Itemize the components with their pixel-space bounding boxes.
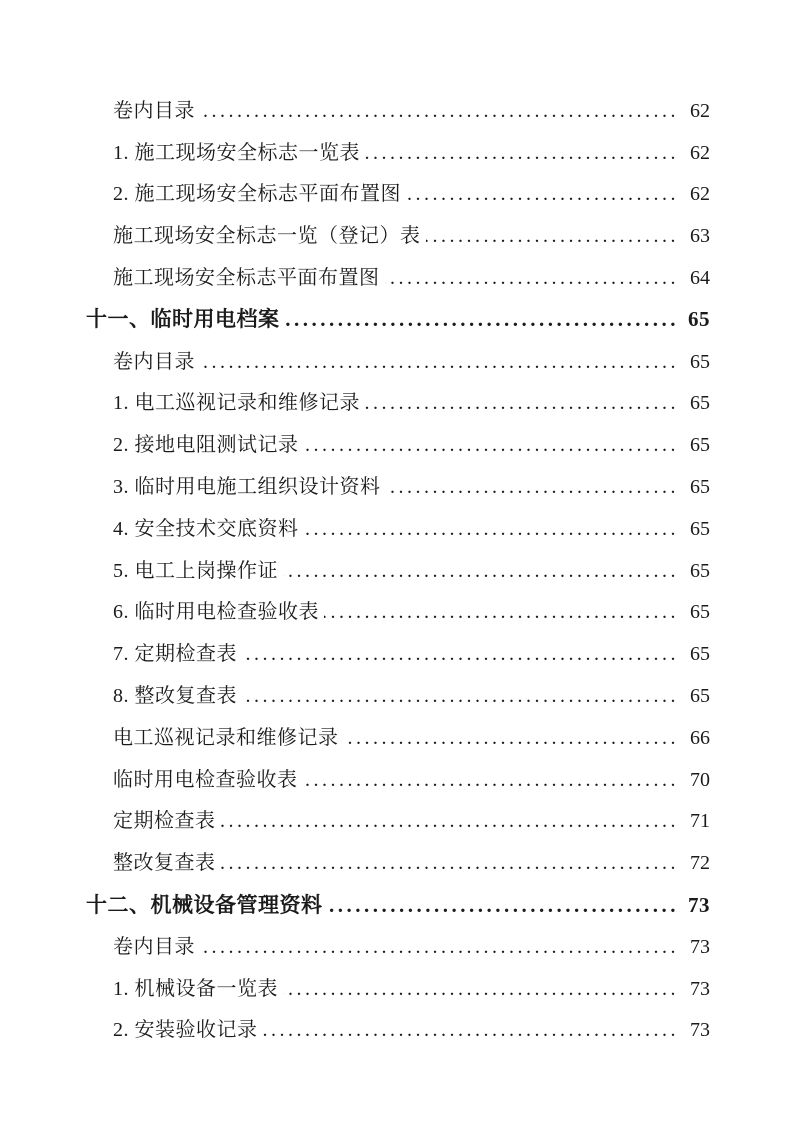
toc-leader-dots: [328, 895, 680, 916]
toc-leader-dots: [283, 561, 679, 581]
toc-entry-page: 73: [690, 935, 710, 958]
toc-entry-page: 64: [690, 267, 710, 290]
toc-entry-label: 定期检查表: [113, 810, 216, 833]
toc-section-page: 65: [688, 307, 710, 332]
toc-leader-dots: [304, 519, 680, 539]
toc-entry-page: 65: [690, 601, 710, 624]
toc-entry[interactable]: [86, 717, 710, 759]
toc-entry-label: 电工巡视记录和维修记录: [113, 726, 339, 749]
toc-leader-dots: [324, 602, 679, 622]
toc-entry-label: 施工现场安全标志平面布置图: [113, 267, 380, 290]
toc-section-page: 73: [688, 892, 710, 917]
toc-entry-page: 71: [690, 810, 710, 833]
toc-leader-dots: [386, 477, 680, 497]
toc-entry[interactable]: [86, 132, 710, 174]
toc-leader-dots: [200, 937, 679, 957]
toc-entry[interactable]: [86, 926, 710, 968]
toc-entry-page: 65: [690, 559, 710, 582]
toc-entry[interactable]: [86, 801, 710, 843]
toc-entry-page: 63: [690, 225, 710, 248]
toc-section-entry[interactable]: [86, 299, 710, 341]
toc-entry-page: 62: [690, 99, 710, 122]
toc-section-entry[interactable]: [86, 884, 710, 926]
toc-entry-page: 65: [690, 350, 710, 373]
toc-entry-label: 3. 临时用电施工组织设计资料: [113, 476, 381, 499]
toc-leader-dots: [283, 979, 679, 999]
toc-entry-label: 2. 接地电阻测试记录: [113, 434, 299, 457]
toc-entry[interactable]: [86, 90, 710, 132]
toc-entry-label: 6. 临时用电检查验收表: [113, 601, 319, 624]
toc-leader-dots: [242, 686, 679, 706]
toc-entry-label: 2. 施工现场安全标志平面布置图: [113, 183, 401, 206]
toc-entry[interactable]: [86, 633, 710, 675]
toc-entry-label: 施工现场安全标志一览（登记）表: [113, 225, 421, 248]
toc-entry-page: 73: [690, 977, 710, 1000]
table-of-contents: [86, 90, 710, 1051]
toc-leader-dots: [200, 352, 679, 372]
toc-entry-page: 70: [690, 768, 710, 791]
toc-section-label: 十二、机械设备管理资料: [86, 892, 323, 917]
toc-entry[interactable]: [86, 466, 710, 508]
toc-entry-label: 8. 整改复查表: [113, 685, 237, 708]
toc-leader-dots: [426, 226, 680, 246]
toc-entry-label: 4. 安全技术交底资料: [113, 517, 299, 540]
toc-entry-page: 65: [690, 685, 710, 708]
toc-entry[interactable]: [86, 675, 710, 717]
toc-leader-dots: [263, 1020, 680, 1040]
toc-leader-dots: [221, 811, 680, 831]
toc-entry-page: 73: [690, 1019, 710, 1042]
toc-entry-label: 卷内目录: [113, 935, 195, 958]
toc-entry-page: 65: [690, 476, 710, 499]
toc-entry[interactable]: [86, 215, 710, 257]
toc-entry[interactable]: [86, 508, 710, 550]
toc-leader-dots: [221, 853, 680, 873]
toc-entry[interactable]: [86, 257, 710, 299]
toc-entry[interactable]: [86, 424, 710, 466]
toc-entry[interactable]: [86, 341, 710, 383]
toc-entry[interactable]: [86, 592, 710, 634]
toc-entry-label: 卷内目录: [113, 99, 195, 122]
toc-entry-label: 5. 电工上岗操作证: [113, 559, 278, 582]
toc-leader-dots: [385, 268, 680, 288]
toc-entry-label: 临时用电检查验收表: [113, 768, 298, 791]
toc-entry[interactable]: [86, 383, 710, 425]
toc-entry-label: 整改复查表: [113, 852, 216, 875]
toc-entry[interactable]: [86, 1010, 710, 1052]
toc-entry-page: 65: [690, 643, 710, 666]
toc-entry[interactable]: [86, 842, 710, 884]
toc-entry-label: 2. 安装验收记录: [113, 1019, 258, 1042]
toc-section-label: 十一、临时用电档案: [86, 307, 280, 332]
toc-entry-label: 1. 施工现场安全标志一览表: [113, 141, 360, 164]
toc-entry-page: 65: [690, 517, 710, 540]
toc-entry[interactable]: [86, 550, 710, 592]
toc-entry-page: 62: [690, 183, 710, 206]
toc-entry[interactable]: [86, 174, 710, 216]
toc-entry[interactable]: [86, 759, 710, 801]
toc-entry-page: 66: [690, 726, 710, 749]
toc-entry-page: 65: [690, 434, 710, 457]
toc-leader-dots: [303, 770, 680, 790]
toc-entry[interactable]: [86, 968, 710, 1010]
toc-entry-label: 卷内目录: [113, 350, 195, 373]
toc-entry-page: 65: [690, 392, 710, 415]
toc-leader-dots: [304, 435, 680, 455]
toc-entry-page: 62: [690, 141, 710, 164]
toc-entry-label: 7. 定期检查表: [113, 643, 237, 666]
toc-leader-dots: [344, 728, 680, 748]
toc-entry-label: 1. 机械设备一览表: [113, 977, 278, 1000]
toc-leader-dots: [200, 101, 679, 121]
toc-leader-dots: [242, 644, 679, 664]
toc-leader-dots: [285, 309, 680, 330]
toc-leader-dots: [406, 184, 679, 204]
toc-entry-label: 1. 电工巡视记录和维修记录: [113, 392, 360, 415]
toc-leader-dots: [365, 143, 679, 163]
toc-leader-dots: [365, 393, 679, 413]
toc-entry-page: 72: [690, 852, 710, 875]
